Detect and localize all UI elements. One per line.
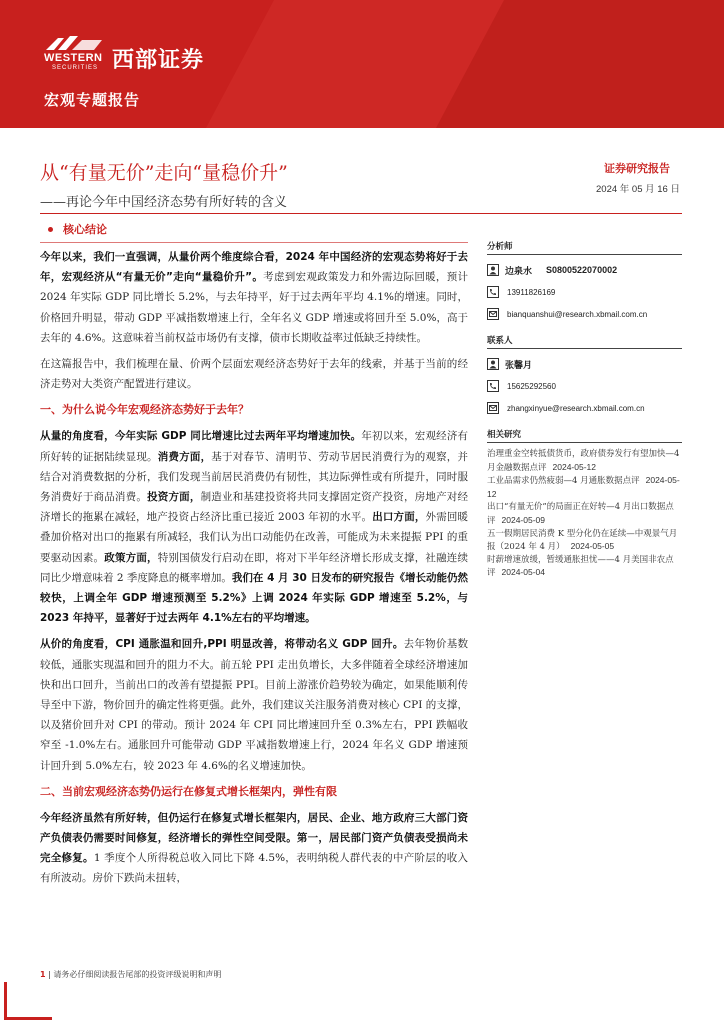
paragraph: 从价的角度看，CPI 通胀温和回升,PPI 明显改善，将带动名义 GDP 回升。去年物价基数较低，通胀实现温和回升的阻力不大。前五轮 PPI 走出负增长，大多伴随着全球经济增速加快和出口回升，当前出口的改善有望提振 PPI。目前上游涨价趋势较为确定，如果能顺利传导至中下游，物价回升的确定性将更强。此外，我们建议关注服务消费对核心 CPI 的支撑，以及猪价回升对 CPI 的带动。预计 2024 年 CPI 同比增速回升至 0.3%左右，PPI 跌幅收窄至 -1.0%左右。通胀回升可能带动 GDP 平减指数增速上行，2024 年名义 GDP 增速预计回升到 5.0%左右，较 2023 年 4.6%的名义增速加快。 <box>40 638 469 772</box>
logo-text-en: WESTERN <box>44 52 103 64</box>
wing-logo-icon <box>44 34 106 52</box>
title-divider <box>40 213 682 214</box>
main-content <box>40 222 468 895</box>
email-icon <box>487 402 499 414</box>
report-category: 证券研究报告 <box>604 162 670 175</box>
contact-heading: 联系人 <box>487 336 513 346</box>
related-research-heading: 相关研究 <box>487 430 522 440</box>
email-icon <box>487 308 499 320</box>
disclaimer-note: 请务必仔细阅读报告尾部的投资评级说明和声明 <box>53 970 222 979</box>
paragraph: 今年经济虽然有所好转，但仍运行在修复式增长框架内，居民、企业、地方政府三大部门资产负债表仍需要时间修复，经济增长的弹性空间受限。第一，居民部门资产负债表受损尚未完全修复。1 季度个人所得税总收入同比下降 4.5%，表明纳税人群代表的中产阶层的收入有所波动。房价下跌尚未扭转， <box>40 811 468 885</box>
related-report-link[interactable]: 五一假期居民消费 K 型分化仍在延续—中观景气月报（2024 年 4 月） 2024-05-05 <box>487 528 678 553</box>
user-icon <box>487 358 499 370</box>
related-research-list <box>487 448 682 580</box>
report-date: 2024 年 05 月 16 日 <box>596 184 680 195</box>
report-subtitle: ——再论今年中国经济态势有所好转的含义 <box>40 195 288 210</box>
corner-mark <box>4 1017 52 1020</box>
related-report-link[interactable]: 出口“有量无价”的局面正在好转—4 月出口数据点评 2024-05-09 <box>487 502 674 526</box>
analyst-email[interactable]: bianquanshui@research.xbmail.com.cn <box>507 309 648 319</box>
contact-name: 张馨月 <box>505 360 533 371</box>
contact-phone: 15625292560 <box>507 381 556 391</box>
logo-text-cn: 西部证券 <box>112 48 205 73</box>
analyst-name: 边泉水 <box>505 266 533 277</box>
related-report-link[interactable]: 工业品需求仍然疲弱—4 月通胀数据点评 2024-05-12 <box>487 475 680 499</box>
analyst-heading: 分析师 <box>487 242 513 252</box>
analyst-phone: 13911826169 <box>507 287 556 297</box>
page-number: 1 <box>40 970 46 979</box>
sidebar-divider <box>487 254 682 255</box>
paragraph: 从量的角度看，今年实际 GDP 同比增速比过去两年平均增速加快。年初以来，宏观经济有所好转的证据陆续显现。消费方面，基于对春节、清明节、劳动节居民消费行为的观察，并结合对消费数据的分析，我们发现当前居民消费仍有韧性，其边际弹性或有所提升，同时服务消费好于商品消费。投资方面，制造业和基建投资将共同支撑固定资产投资，房地产对经济增长的拖累在减轻，地产投资占经济比重已接近 2003 年初的水平。出口方面，外需回暖叠加价格对出口的拖累有所减轻，我们认为出口动能仍在改善，可能成为未来提振 PPI 的重要驱动因素。政策方面，特别国债发行启动在即，将对下半年经济增长形成支撑，社融连续同比少增意味着 2 季度降息的概率增加。我们在 4 月 30 日发布的研究报告《增长动能仍然较快，上调全年 GDP 增速预测至 5.2%》上调 2024 年实际 GDP 增速至 5.2%，与 2023 年持平，显著好于过去两年 4.1%左右的平均增速。 <box>40 430 469 625</box>
analyst-cert-number: S0800522070002 <box>546 265 618 275</box>
page-footer: 1 | 请务必仔细阅读报告尾部的投资评级说明和声明 <box>40 970 222 979</box>
corner-mark <box>4 982 7 1020</box>
bullet-icon <box>48 227 53 232</box>
section-heading: 二、当前宏观经济态势仍运行在修复式增长框架内，弹性有限 <box>40 784 337 798</box>
section-heading: 一、为什么说今年宏观经济态势好于去年？ <box>40 403 249 417</box>
logo-text-en-sub: SECURITIES <box>52 65 99 71</box>
contact-email[interactable]: zhangxinyue@research.xbmail.com.cn <box>507 403 645 413</box>
related-report-link[interactable]: 治理重金空转抵债货币，政府债券发行有望加快—4 月金融数据点评 2024-05-12 <box>487 449 680 473</box>
report-title: 从“有量无价”走向“量稳价升” <box>40 162 288 184</box>
sidebar-divider <box>487 442 682 443</box>
related-report-link[interactable]: 时薪增速放缓，暂缓通胀担忧——4 月美国非农点评 2024-05-04 <box>487 554 674 579</box>
sidebar <box>487 240 682 580</box>
contact-card <box>487 354 682 424</box>
analyst-card <box>487 260 682 330</box>
core-conclusion-heading: 核心结论 <box>40 222 468 242</box>
paragraph: 在这篇报告中，我们梳理在量、价两个层面宏观经济态势好于去年的线索，并基于当前的经济走势对大类资产配置进行建议。 <box>40 358 468 391</box>
phone-icon <box>487 380 499 392</box>
company-logo <box>44 32 244 72</box>
paragraph: 今年以来，我们一直强调，从量价两个维度综合看，2024 年中国经济的宏观态势将好于去年，宏观经济从“有量无价”走向“量稳价升”。考虑到宏观政策发力和外需边际回暖，预计 2024 年实际 GDP 同比增长 5.2%，与去年持平，好于过去两年平均 4.1%的增速。同时，价格回升明显，带动 GDP 平减指数增速上行，全年名义 GDP 增速或将回升至 5.0%，高于去年的 4.6%。这意味着当前权益市场仍有支撑，债市长期收益率过低缺乏持续性。 <box>40 251 469 344</box>
phone-icon <box>487 286 499 298</box>
user-icon <box>487 264 499 276</box>
header-banner <box>0 0 724 128</box>
sidebar-divider <box>487 348 682 349</box>
core-divider <box>40 242 468 243</box>
report-type: 宏观专题报告 <box>44 91 141 109</box>
